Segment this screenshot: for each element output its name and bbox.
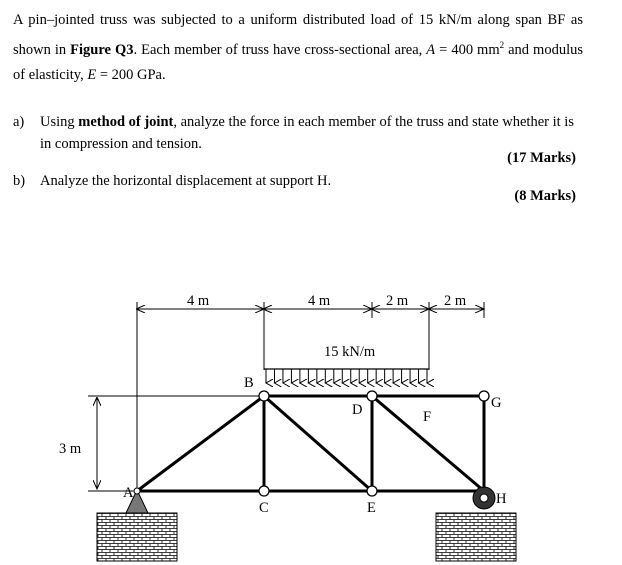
dim-label-1: 4 m <box>187 293 210 309</box>
node-label-h: H <box>496 491 507 507</box>
truss-members <box>137 396 484 491</box>
node-label-e: E <box>367 500 376 516</box>
question-a-text: Using method of joint, analyze the force in each member of the truss and state whether it is in compression and tension. <box>40 114 574 152</box>
question-a-label: a) <box>13 114 25 130</box>
load-arrows <box>266 369 427 383</box>
support-h-pin <box>480 494 488 502</box>
question-b-label: b) <box>13 173 26 189</box>
support-a-ground <box>97 513 177 561</box>
node-label-d: D <box>352 402 363 418</box>
figure-ref: Figure Q3 <box>70 41 134 58</box>
support-h-ground <box>436 513 516 561</box>
question-b-marks: (8 Marks) <box>514 188 576 204</box>
load-label: 15 kN/m <box>324 344 376 360</box>
problem-statement: A pin–jointed truss was subjected to a uniform distributed load of 15 kN/m along span BF as shown in Figure Q3. Each member of truss have cross-sectional area, A = 400 $mm^2$ and modulus of elasticity, E = 200 GPa. <box>13 12 583 83</box>
node-label-b: B <box>244 375 254 391</box>
dim-label-4: 2 m <box>444 293 467 309</box>
dim-label-height: 3 m <box>59 441 82 457</box>
joint-g <box>479 391 489 401</box>
joint-c <box>259 486 269 496</box>
node-label-f: F <box>423 409 432 425</box>
joint-d <box>367 391 377 401</box>
node-label-c: C <box>259 500 269 516</box>
joint-b <box>259 391 269 401</box>
member-ab <box>137 396 264 491</box>
node-label-a: A <box>123 485 134 501</box>
question-b-text: Analyze the horizontal displacement at support H. <box>40 173 332 189</box>
support-a-pin <box>134 488 140 494</box>
node-label-g: G <box>491 395 502 411</box>
dim-label-2: 4 m <box>308 293 331 309</box>
question-a-marks: (17 Marks) <box>507 150 576 166</box>
joint-e <box>367 486 377 496</box>
dim-label-3: 2 m <box>386 293 409 309</box>
